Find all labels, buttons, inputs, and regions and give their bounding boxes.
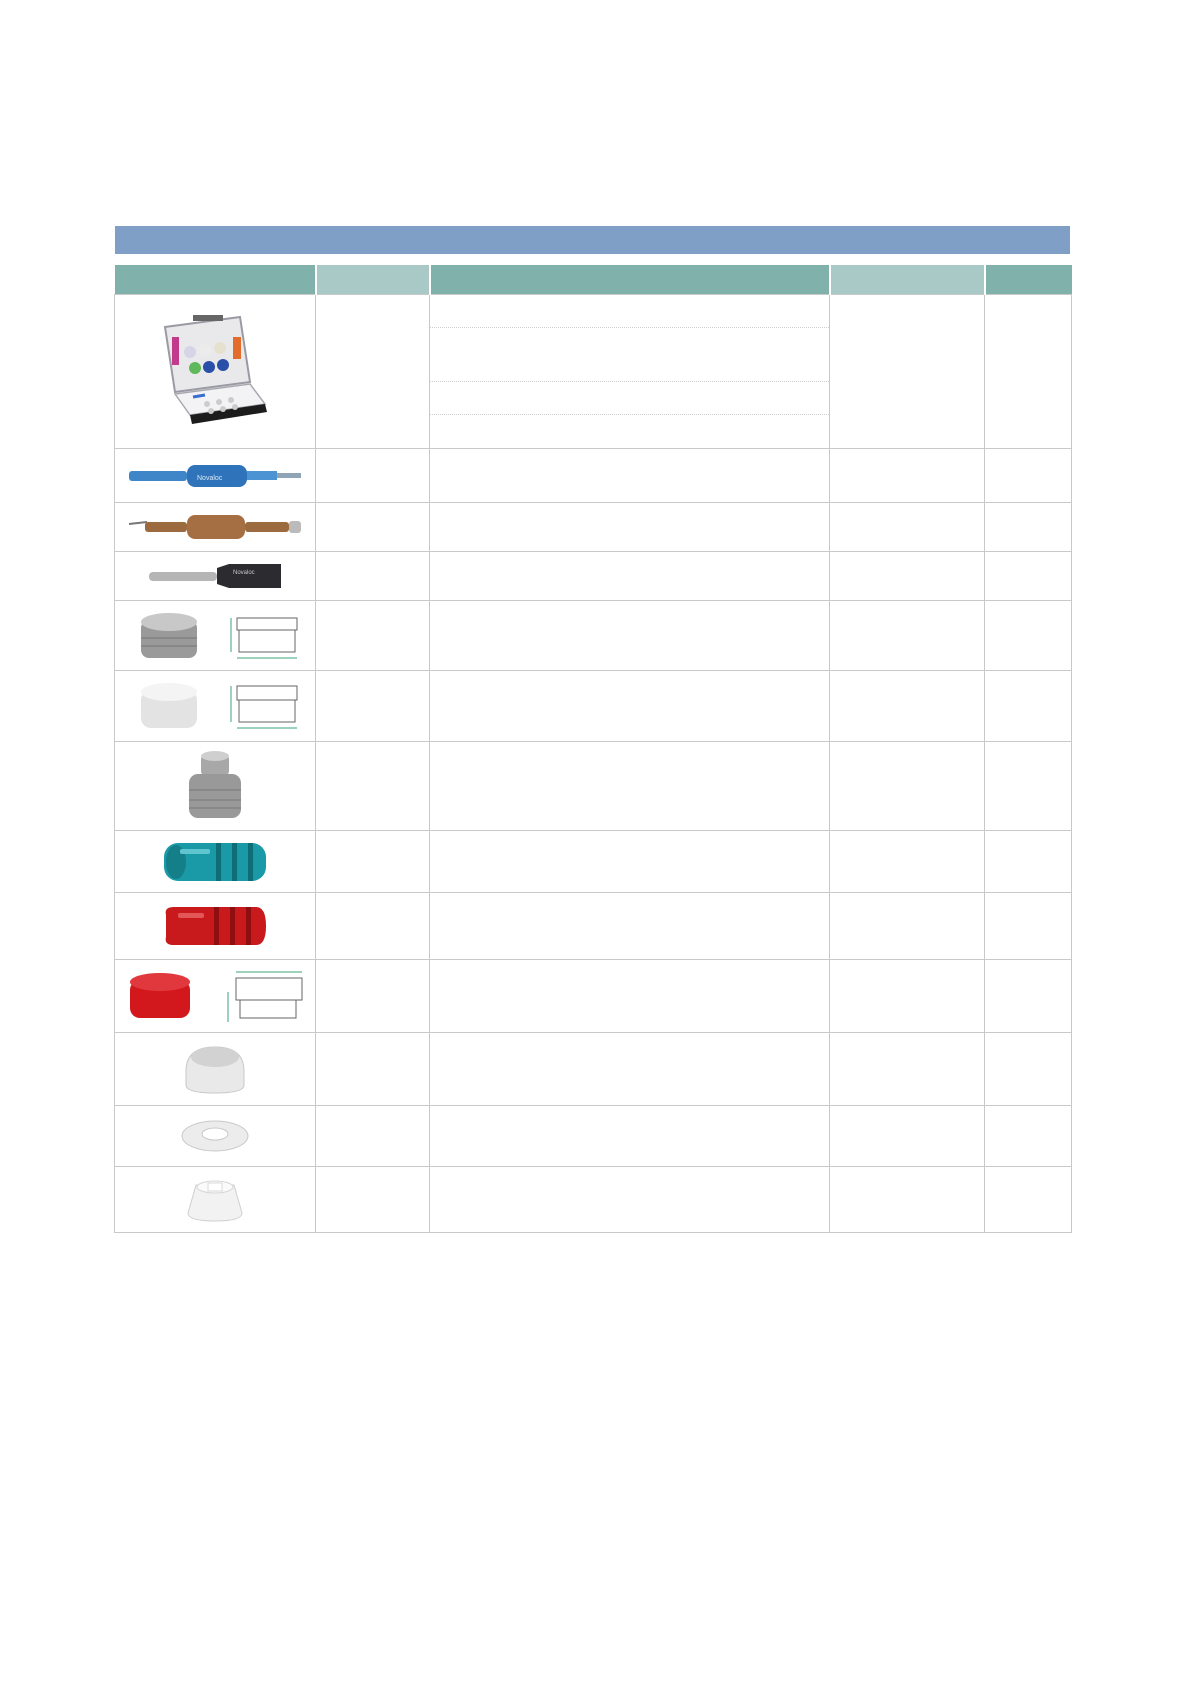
table-row — [115, 831, 1072, 893]
product-quantity-cell — [985, 1106, 1072, 1167]
table-row — [115, 742, 1072, 831]
product-quantity-cell — [985, 1033, 1072, 1106]
titanium-abutment-icon — [183, 750, 247, 822]
titanium-cap-icon — [125, 608, 305, 664]
svg-text:Novaloc: Novaloc — [197, 474, 223, 482]
product-code-cell — [316, 552, 430, 601]
table-row — [115, 671, 1072, 742]
table-row — [115, 449, 1072, 503]
sub-row — [430, 328, 829, 382]
product-quantity-cell — [985, 1167, 1072, 1233]
product-size-cell — [830, 831, 985, 893]
product-size-cell — [830, 671, 985, 742]
table-row — [115, 1033, 1072, 1106]
product-description-cell — [430, 601, 830, 671]
table-header-row — [115, 265, 1072, 295]
product-quantity-cell — [985, 601, 1072, 671]
table-row — [115, 1106, 1072, 1167]
product-description-cell — [430, 893, 830, 960]
table-row — [115, 295, 1072, 449]
column-header-image — [115, 265, 316, 295]
product-image-cell — [115, 671, 316, 742]
product-image-cell — [115, 742, 316, 831]
product-code-cell — [316, 449, 430, 503]
product-quantity-cell — [985, 742, 1072, 831]
bronze-insertion-tool-icon — [127, 512, 303, 542]
product-code-cell — [316, 503, 430, 552]
product-description-cell — [430, 295, 830, 449]
product-quantity-cell — [985, 831, 1072, 893]
product-description-cell — [430, 1106, 830, 1167]
sub-row — [985, 356, 1071, 388]
product-quantity-cell — [985, 893, 1072, 960]
product-code-cell — [316, 1167, 430, 1233]
product-size-cell — [830, 960, 985, 1033]
product-size-cell — [830, 449, 985, 503]
product-quantity-cell — [985, 295, 1072, 449]
product-size-cell — [830, 1167, 985, 1233]
sub-row — [430, 415, 829, 448]
product-image-cell — [115, 503, 316, 552]
product-description-cell — [430, 503, 830, 552]
product-code-cell — [316, 960, 430, 1033]
product-image-cell — [115, 1167, 316, 1233]
table-row — [115, 1167, 1072, 1233]
product-quantity-cell — [985, 552, 1072, 601]
table-row — [115, 503, 1072, 552]
product-description-cell — [430, 960, 830, 1033]
product-description-cell — [430, 742, 830, 831]
product-image-cell — [115, 295, 316, 449]
product-image-cell — [115, 960, 316, 1033]
implant-kit-case-icon — [145, 312, 285, 432]
product-size-cell — [830, 1033, 985, 1106]
product-quantity-cell — [985, 960, 1072, 1033]
column-header-code — [316, 265, 430, 295]
white-dome-cap-icon — [180, 1041, 250, 1097]
product-image-cell — [115, 831, 316, 893]
product-quantity-cell — [985, 449, 1072, 503]
product-code-cell — [316, 831, 430, 893]
red-cap-icon — [122, 966, 308, 1026]
product-image-cell — [115, 1033, 316, 1106]
product-code-cell — [316, 893, 430, 960]
black-driver-icon — [145, 562, 285, 590]
table-row — [115, 552, 1072, 601]
white-ring-icon — [179, 1116, 251, 1156]
product-size-cell — [830, 552, 985, 601]
product-image-cell — [115, 1106, 316, 1167]
product-code-cell — [316, 295, 430, 449]
column-header-size — [830, 265, 985, 295]
product-size-cell — [830, 503, 985, 552]
product-code-cell — [316, 1106, 430, 1167]
product-description-cell — [430, 831, 830, 893]
product-description-cell — [430, 671, 830, 742]
svg-text:Novaloc: Novaloc — [233, 570, 255, 576]
product-code-cell — [316, 742, 430, 831]
red-retention-insert-icon — [160, 901, 270, 951]
product-quantity-cell — [985, 671, 1072, 742]
product-description-cell — [430, 552, 830, 601]
column-header-description — [430, 265, 830, 295]
product-code-cell — [316, 601, 430, 671]
product-code-cell — [316, 671, 430, 742]
sub-row — [430, 382, 829, 415]
product-size-cell — [830, 1106, 985, 1167]
product-description-cell — [430, 1033, 830, 1106]
product-quantity-cell — [985, 503, 1072, 552]
blue-screwdriver-icon — [127, 461, 303, 491]
product-image-cell — [115, 601, 316, 671]
product-size-cell — [830, 295, 985, 449]
sub-row — [430, 295, 829, 328]
product-size-cell — [830, 742, 985, 831]
product-table — [114, 265, 1072, 1233]
table-row — [115, 960, 1072, 1033]
product-code-cell — [316, 1033, 430, 1106]
table-row — [115, 893, 1072, 960]
product-size-cell — [830, 601, 985, 671]
product-description-cell — [430, 1167, 830, 1233]
product-image-cell — [115, 552, 316, 601]
product-image-cell — [115, 449, 316, 503]
column-header-quantity — [985, 265, 1072, 295]
clear-cap-icon — [182, 1175, 248, 1225]
white-cap-icon — [125, 678, 305, 734]
catalog-title-bar — [115, 226, 1070, 254]
product-size-cell — [830, 893, 985, 960]
product-description-cell — [430, 449, 830, 503]
teal-retention-insert-icon — [160, 839, 270, 885]
table-row — [115, 601, 1072, 671]
product-image-cell — [115, 893, 316, 960]
